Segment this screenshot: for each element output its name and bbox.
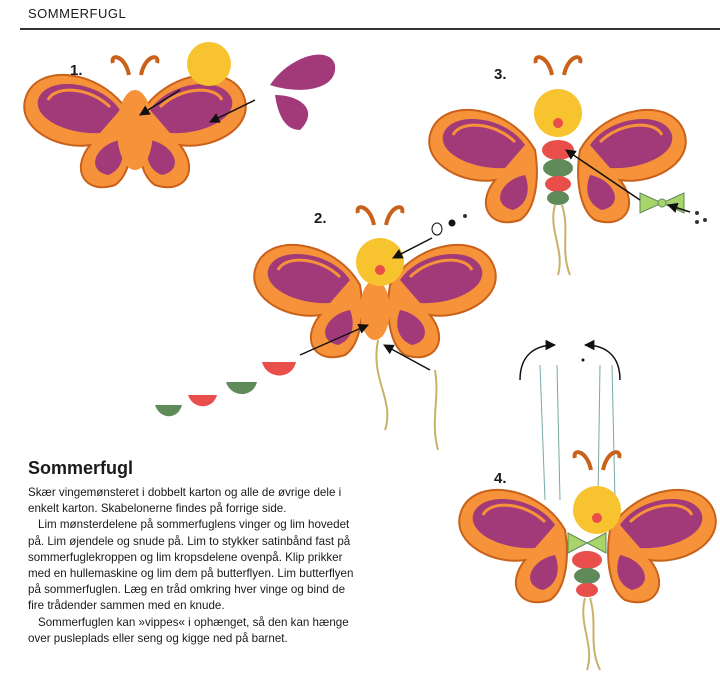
step-1-label: 1. [70, 62, 83, 79]
paragraph-2: Lim mønsterdelene på sommerfuglens vinger og lim hovedet på. Lim øjendele og snude på. Lim to stykker satinbånd fast på sommerfuglekroppen og lim kropsdelene ovenpå. Klip prikker med en hullemaskine og lim dem på butterflyen. Lim butterflyen på sommerfuglen. Læg en tråd omkring hver vinge og bind de fire trådender sammen med en knude. [28, 518, 354, 613]
paragraph-3: Sommerfuglen kan »vippes« i ophænget, så den kan hænge over pusleplads eller seng og kigge ned på barnet. [28, 615, 349, 645]
step-2-label: 2. [314, 210, 327, 227]
step2-body-segments [155, 362, 296, 416]
instructions [28, 458, 358, 647]
section-header: SOMMERFUGL [28, 6, 127, 21]
article-title: Sommerfugl [28, 458, 134, 478]
step2-butterfly [254, 207, 496, 450]
step2-eye-dots [432, 214, 467, 235]
step1-head-circle [187, 42, 231, 86]
step4-hanging-threads [520, 345, 620, 500]
step3-butterfly [429, 57, 686, 275]
step-3-label: 3. [494, 66, 507, 83]
step3-bow [640, 193, 707, 224]
paragraph-1: Skær vingemønsteret i dobbelt karton og alle de øvrige dele i enkelt karton. Skabelonerne findes på forrige side. [28, 486, 342, 516]
step-4-label: 4. [494, 470, 507, 487]
step1-wing-pattern [270, 55, 335, 130]
